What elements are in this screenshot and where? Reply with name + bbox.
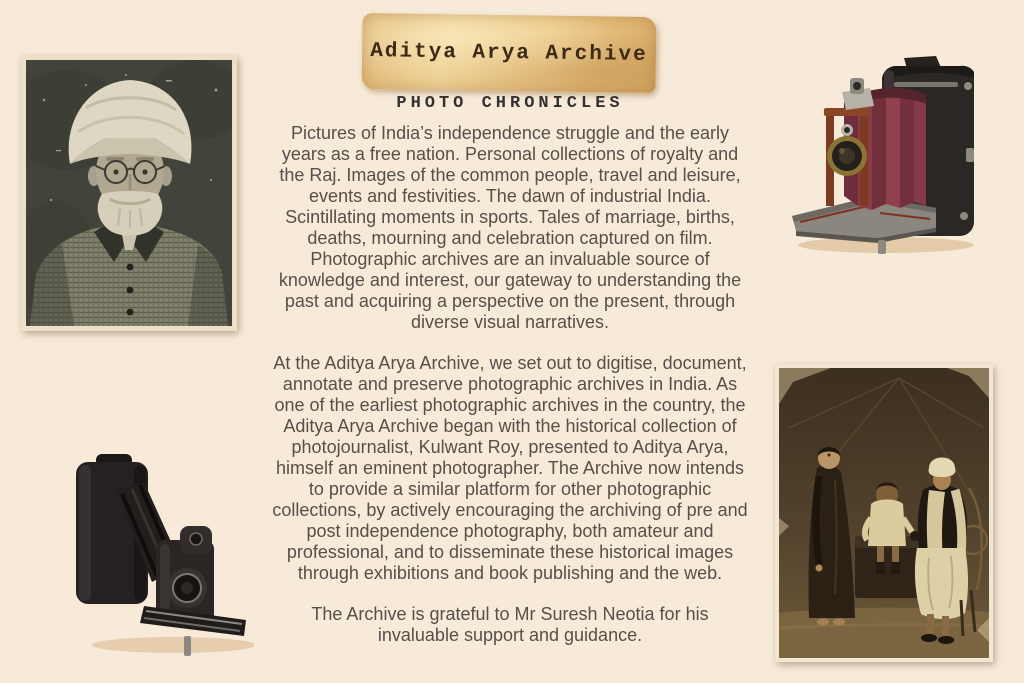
folding-camera-black-icon xyxy=(56,448,254,658)
archive-title: Aditya Arya Archive xyxy=(370,39,648,67)
portrait-photo xyxy=(21,55,237,331)
title-banner xyxy=(361,13,656,93)
acknowledgement-paragraph: The Archive is grateful to Mr Suresh Neotia for his invaluable support and guidance. xyxy=(311,604,709,645)
section-heading: PHOTO CHRONICLES xyxy=(396,94,624,113)
turban-man-portrait-icon xyxy=(26,60,232,326)
black-camera-photo xyxy=(56,448,254,663)
about-paragraph: At the Aditya Arya Archive, we set out to digitise, document, annotate and preserve photographic archives in India. As one of the earliest photographic archives in the country, the Aditya Arya Archive began with the historical collection of photojournalist, Kulwant Roy, presented to Aditya Arya, himself an eminent photographer. The Archive now intends to provide a similar platform for other photographic collections, by actively encouraging the archiving of pre and post independence photography, both amateur and professional, and to disseminate these historical images through exhibitions and book publishing and the web. xyxy=(272,353,748,583)
main-text-column xyxy=(271,94,749,666)
folding-camera-red-icon xyxy=(786,56,988,256)
family-photo xyxy=(775,364,993,662)
camera-lens xyxy=(167,568,207,608)
camera-lens xyxy=(827,136,867,176)
intro-paragraph: Pictures of India’s independence struggle and the early years as a free nation. Personal collections of royalty and the Raj. Images of the common people, travel and leisure, events and festivities. The dawn of industrial India. Scintillating moments in sports. Tales of marriage, births, deaths, mourning and celebration captured on film. Photographic archives are an invaluable source of knowledge and interest, our gateway to understanding the past and acquiring a perspective on the present, through diverse visual narratives. xyxy=(278,123,742,332)
red-bellows-camera-photo xyxy=(786,56,988,261)
sepia-family-icon xyxy=(779,368,989,658)
